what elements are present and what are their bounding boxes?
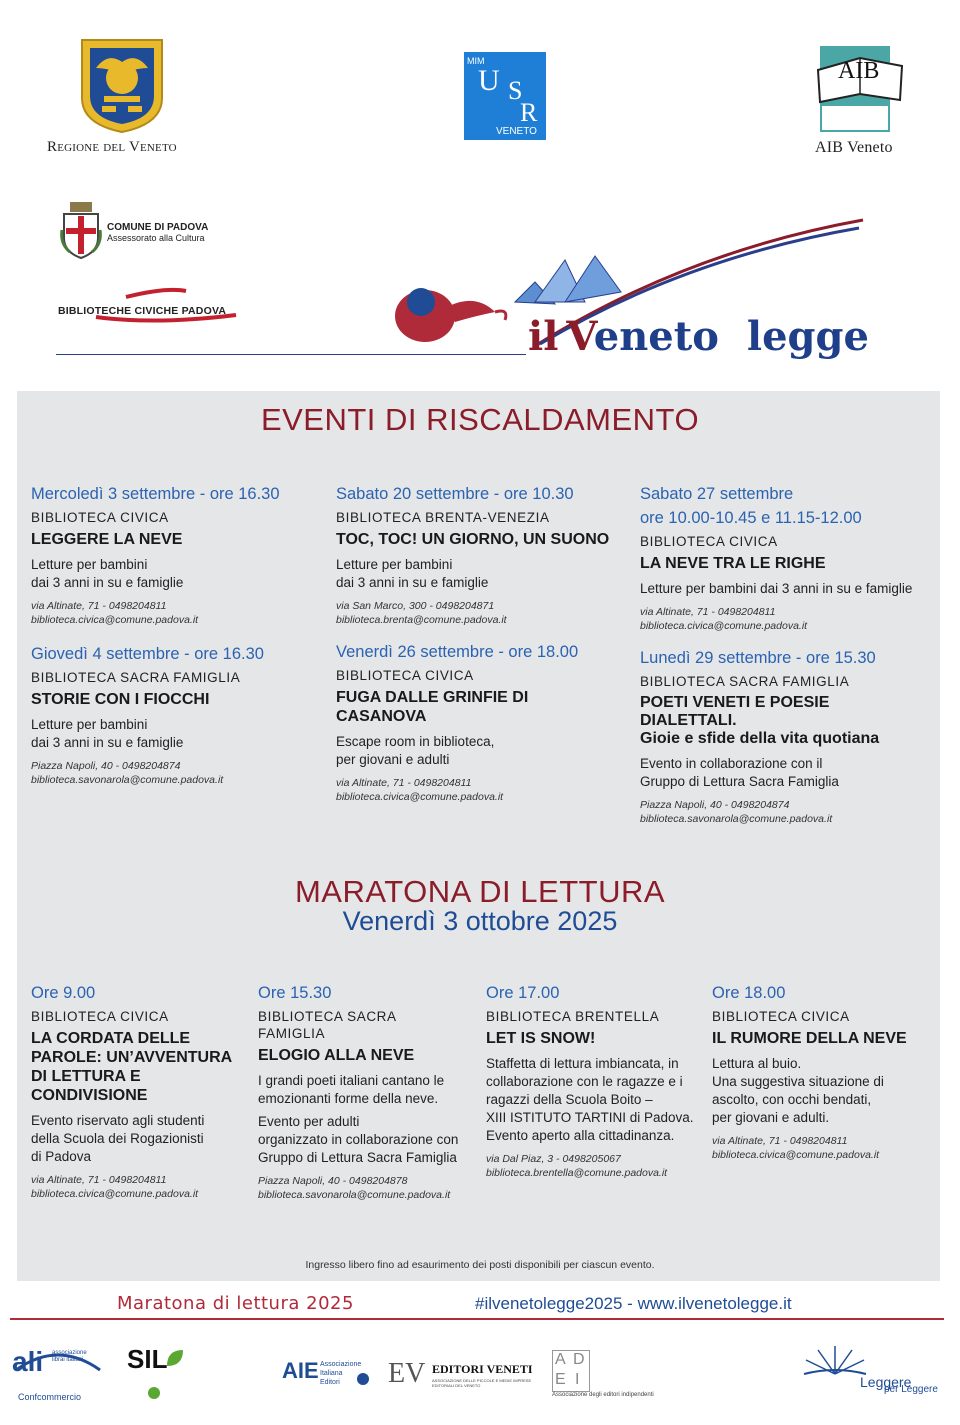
padova-shield-icon: [60, 200, 102, 260]
lion-of-st-mark-icon: [76, 38, 168, 134]
usr-veneto-logo: MIM U S R VENETO: [464, 52, 546, 140]
event-date: Ore 9.00: [31, 984, 96, 1002]
biblioteche-civiche-label: BIBLIOTECHE CIVICHE PADOVA: [58, 305, 227, 317]
regione-veneto-label: Regione del Veneto: [47, 139, 177, 155]
footer-hashtag-link[interactable]: #ilvenetolegge2025 - www.ilvenetolegge.it: [475, 1294, 792, 1313]
event-venue: BIBLIOTECA SACRA FAMIGLIA: [31, 670, 241, 685]
event-title: LA CORDATA DELLE PAROLE: UN’AVVENTURA DI LETTURA E CONDIVISIONE: [31, 1030, 233, 1104]
event-desc: Letture per bambini dai 3 anni in su e famiglie: [31, 557, 184, 590]
event-title: LA NEVE TRA LE RIGHE: [640, 555, 826, 572]
event-date: Venerdì 26 settembre - ore 18.00: [336, 643, 579, 661]
event-title: TOC, TOC! UN GIORNO, UN SUONO: [336, 531, 610, 548]
event-card: [640, 646, 935, 826]
event-venue: BIBLIOTECA BRENTA-VENEZIA: [336, 510, 550, 525]
adei-logo: A D E I Associazione degli editori indipendenti: [552, 1351, 654, 1398]
event-card: [31, 642, 321, 787]
aib-logo: AIB: [812, 40, 908, 136]
event-venue: BIBLIOTECA CIVICA: [712, 1009, 850, 1024]
event-card: [258, 981, 480, 1202]
aie-circle-icon: [356, 1372, 370, 1386]
event-title: POETI VENETI E POESIE DIALETTALI. Gioie e sfide della vita quotiana: [640, 694, 880, 747]
header-underline: [56, 354, 526, 355]
event-date: Giovedì 4 settembre - ore 16.30: [31, 645, 264, 663]
event-date: Ore 18.00: [712, 984, 786, 1002]
event-date: Mercoledì 3 settembre - ore 16.30: [31, 485, 280, 503]
event-venue: BIBLIOTECA CIVICA: [31, 1009, 169, 1024]
event-venue: BIBLIOTECA BRENTELLA: [486, 1009, 660, 1024]
aib-veneto-label: AIB Veneto: [815, 139, 893, 156]
brand-v: V: [566, 313, 594, 360]
adei-grid: A D E I: [552, 1350, 590, 1392]
event-title: IL RUMORE DELLA NEVE: [712, 1030, 907, 1047]
event-date: Ore 17.00: [486, 984, 560, 1002]
padova-name: COMUNE DI PADOVA: [107, 222, 209, 233]
open-book-icon: [812, 40, 908, 136]
book-rays-icon: [800, 1344, 870, 1378]
sil-logo: SIL: [127, 1344, 185, 1404]
editori-veneti-logo: EV EDITORI VENETI ASSOCIAZIONE DELLE PICCOLE E MEDIE IMPRESE EDITORIALI DEL VENETO: [388, 1358, 533, 1389]
event-address: via Altinate, 71 - 0498204811 biblioteca.civica@comune.padova.it: [712, 1135, 880, 1161]
event-card: [486, 981, 708, 1180]
circle-badge-icon: [147, 1386, 161, 1400]
aie-logo: AIE Associazione Italiana Editori: [282, 1358, 372, 1390]
event-date: Lunedì 29 settembre - ore 15.30: [640, 649, 876, 667]
event-desc: Letture per bambini dai 3 anni in su e famiglie: [31, 717, 184, 750]
event-address: Piazza Napoli, 40 - 0498204874 biblioteca.savonarola@comune.padova.it: [640, 799, 833, 825]
event-card: [712, 981, 934, 1162]
event-title: ELOGIO ALLA NEVE: [258, 1047, 415, 1064]
event-address: via Altinate, 71 - 0498204811 biblioteca.civica@comune.padova.it: [336, 777, 504, 803]
event-title: FUGA DALLE GRINFIE DI CASANOVA: [336, 689, 529, 725]
event-address: via Altinate, 71 - 0498204811 biblioteca.civica@comune.padova.it: [31, 600, 199, 626]
event-address: via Altinate, 71 - 0498204811 biblioteca.civica@comune.padova.it: [31, 1174, 199, 1200]
event-card: [640, 482, 935, 633]
padova-crest: [60, 200, 102, 260]
event-address: Piazza Napoli, 40 - 0498204878 biblioteca.savonarola@comune.padova.it: [258, 1175, 451, 1201]
event-desc: I grandi poeti italiani cantano le emozionanti forme della neve.: [258, 1073, 445, 1106]
section1-title: EVENTI DI RISCALDAMENTO: [260, 402, 700, 437]
event-address: via San Marco, 300 - 0498204871 biblioteca.brenta@comune.padova.it: [336, 600, 507, 626]
event-venue: BIBLIOTECA SACRA FAMIGLIA: [640, 674, 850, 689]
event-desc: Staffetta di lettura imbiancata, in collaborazione con le ragazze e i ragazzi della Scuola Boito – XIII ISTITUTO TARTINI di Padova. Evento aperto alla cittadinanza.: [486, 1056, 694, 1143]
event-title: STORIE CON I FIOCCHI: [31, 691, 210, 708]
footer-rule: [10, 1318, 944, 1320]
event-date: Sabato 27 settembre ore 10.00-10.45 e 11.15-12.00: [640, 485, 862, 527]
event-venue: BIBLIOTECA CIVICA: [31, 510, 169, 525]
event-date: Ore 15.30: [258, 984, 332, 1002]
event-venue: BIBLIOTECA CIVICA: [640, 534, 778, 549]
section2-subtitle: Venerdì 3 ottobre 2025: [342, 906, 618, 936]
event-address: via Altinate, 71 - 0498204811 biblioteca.civica@comune.padova.it: [640, 606, 808, 632]
regione-veneto-logo: [76, 38, 168, 134]
event-venue: BIBLIOTECA CIVICA: [336, 668, 474, 683]
brand-legge: legge: [746, 313, 869, 360]
event-desc-2: Evento per adulti organizzato in collaborazione con Gruppo di Lettura Sacra Famiglia: [258, 1114, 459, 1165]
event-desc: Letture per bambini dai 3 anni in su e famiglie: [336, 557, 489, 590]
event-address: via Dal Piaz, 3 - 0498205067 biblioteca.brentella@comune.padova.it: [486, 1153, 668, 1179]
event-card: [31, 981, 251, 1201]
event-card: [336, 640, 631, 804]
event-title: LET IS SNOW!: [486, 1030, 596, 1047]
brand-eneto: eneto: [593, 313, 719, 360]
event-desc: Letture per bambini dai 3 anni in su e famiglie: [640, 581, 913, 596]
ali-logo: ali associazione librai italiani Confcommercio: [12, 1344, 104, 1404]
leggere-per-leggere-logo: Leggere per Leggere: [800, 1344, 950, 1404]
brand-il: il: [528, 313, 559, 360]
event-card: [336, 482, 631, 627]
footnote: Ingresso libero fino ad esaurimento dei posti disponibili per ciascun evento.: [305, 1259, 655, 1271]
brand-wordmark: [528, 313, 869, 360]
event-desc: Evento riservato agli studenti della Scuola dei Rogazionisti di Padova: [31, 1113, 205, 1164]
event-address: Piazza Napoli, 40 - 0498204874 biblioteca.savonarola@comune.padova.it: [31, 760, 224, 786]
event-venue: BIBLIOTECA SACRA FAMIGLIA: [258, 1009, 397, 1041]
event-desc: Escape room in biblioteca, per giovani e adulti: [336, 734, 495, 767]
event-desc: Evento in collaborazione con il Gruppo di Lettura Sacra Famiglia: [640, 756, 839, 789]
event-card: [31, 482, 321, 627]
section2-title: MARATONA DI LETTURA: [294, 874, 666, 909]
padova-sub: Assessorato alla Cultura: [107, 233, 205, 243]
event-date: Sabato 20 settembre - ore 10.30: [336, 485, 574, 503]
footer-event-name: Maratona di lettura 2025: [117, 1293, 354, 1314]
event-title: LEGGERE LA NEVE: [31, 531, 183, 548]
leaf-icon: [165, 1348, 185, 1368]
event-desc: Lettura al buio. Una suggestiva situazione di ascolto, con occhi bendati, per giovani e adulti.: [712, 1056, 884, 1125]
